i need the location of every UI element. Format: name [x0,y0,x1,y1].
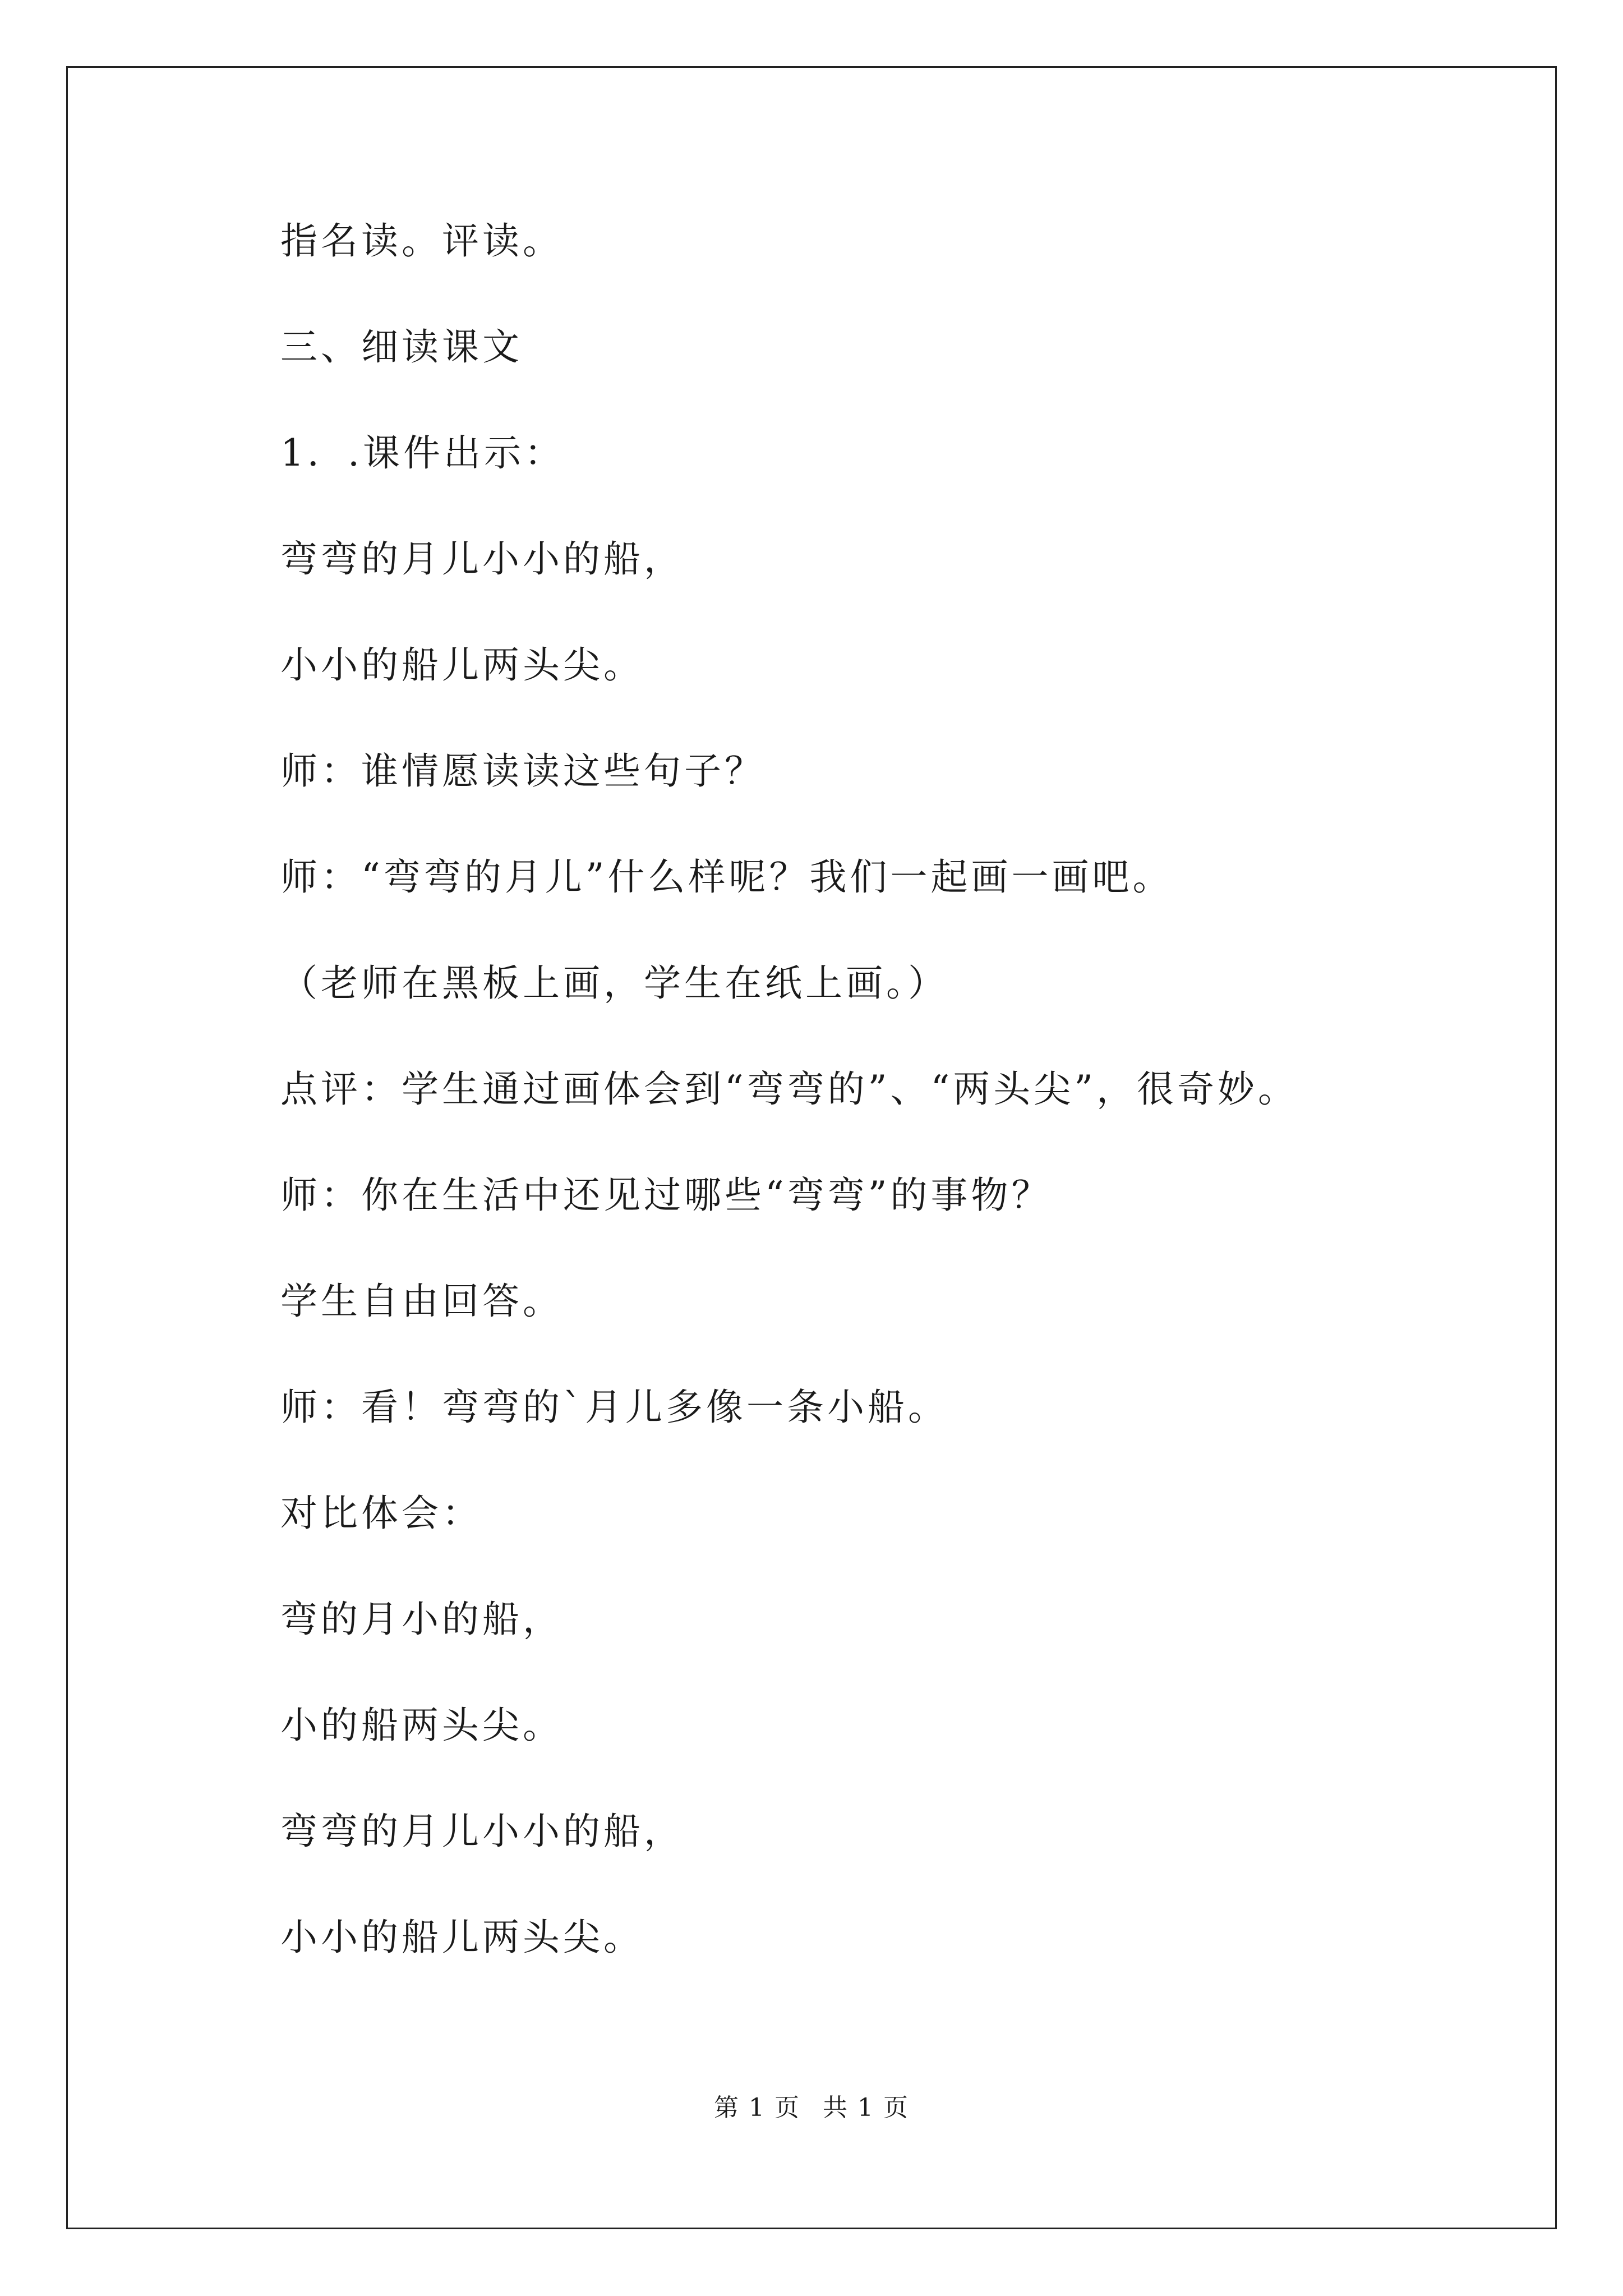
text-line: 点评：学生通过画体会到“弯弯的”、“两头尖”，很奇妙。 [280,1068,1298,1111]
text-line: 师：你在生活中还见过哪些“弯弯”的事物？ [280,1174,1052,1217]
poem-line: 弯弯的月儿小小的船， [280,537,684,581]
page-total: 共 1 页 [823,2093,909,2122]
text-line: 学生自由回答。 [280,1280,563,1323]
page-number: 第 1 页 [714,2093,800,2122]
text-line: 师：谁情愿读读这些句子？ [280,749,765,793]
text-line: 师：看！弯弯的`月儿多像一条小船。 [280,1386,948,1429]
text-line: 师：“弯弯的月儿”什么样呢？我们一起画一画吧。 [280,855,1173,899]
text-line: 对比体会： [280,1492,482,1535]
poem-line: 小小的船儿两头尖。 [280,643,644,687]
document-body [280,219,1514,2021]
page-footer [0,2092,1623,2124]
poem-line: 小的船两头尖。 [280,1704,563,1747]
text-line: 指名读。评读。 [280,219,563,263]
text-line: 1．.课件出示： [280,431,565,475]
poem-line: 弯的月小的船， [280,1598,563,1641]
text-line: （老师在黑板上画，学生在纸上画。） [280,961,948,1005]
section-heading: 三、细读课文 [280,325,523,369]
poem-line: 弯弯的月儿小小的船， [280,1810,684,1853]
poem-line: 小小的船儿两头尖。 [280,1916,644,1959]
